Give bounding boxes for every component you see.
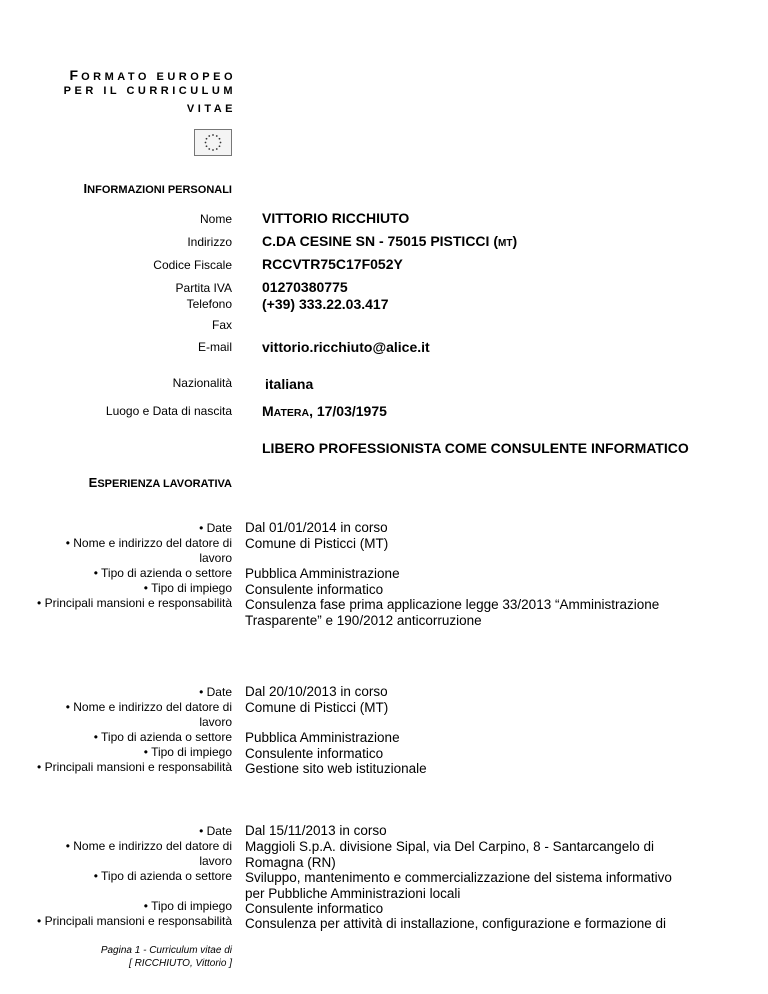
label-job: • Tipo di impiego	[143, 581, 232, 595]
label-nome: Nome	[199, 212, 232, 226]
section-personal-info: INFORMAZIONI PERSONALI	[83, 181, 232, 196]
label-date: • Date	[199, 685, 232, 699]
label-indirizzo: Indirizzo	[187, 235, 232, 249]
value-codice-fiscale: RCCVTR75C17F052Y	[262, 256, 403, 272]
job2-employer: Comune di Pisticci (MT)	[245, 700, 389, 715]
label-telefono: Telefono	[186, 297, 232, 311]
cv-title-line-3: VITAE	[186, 103, 236, 115]
page-footer	[101, 944, 232, 970]
label-sector: • Tipo di azienda o settore	[93, 730, 232, 744]
job3-labels	[37, 824, 232, 929]
profession: LIBERO PROFESSIONISTA COME CONSULENTE INFORMATICO	[262, 440, 689, 456]
label-sector: • Tipo di azienda o settore	[93, 566, 232, 580]
label-sector: • Tipo di azienda o settore	[93, 869, 232, 883]
flag-star	[219, 138, 221, 140]
flag-star	[206, 138, 208, 140]
label-fax: Fax	[211, 318, 232, 332]
label-date: • Date	[199, 521, 232, 535]
label-employer: • Nome e indirizzo del datore di	[65, 839, 232, 853]
label-partita-iva: Partita IVA	[175, 281, 232, 295]
job3-job: Consulente informatico	[245, 901, 384, 916]
job3-duties: Consulenza per attività di installazione, configurazione e formazione di	[245, 916, 666, 931]
job3-employer: Maggioli S.p.A. divisione Sipal, via Del Carpino, 8 - Santarcangelo di Romagna (RN)	[245, 839, 654, 870]
label-employer-cont: lavoro	[199, 715, 232, 729]
value-partita-iva: 01270380775	[262, 279, 348, 295]
value-nazionalita: italiana	[265, 376, 314, 392]
label-duties: • Principali mansioni e responsabilità	[37, 914, 232, 928]
label-duties: • Principali mansioni e responsabilità	[37, 760, 232, 774]
flag-star	[212, 149, 214, 151]
flag-star	[216, 135, 218, 137]
eu-flag-icon	[194, 129, 232, 156]
job1-duties: Consulenza fase prima applicazione legge 33/2013 “Amministrazione Trasparente” e 190/2012 anticorruzione	[245, 597, 660, 628]
job3-date: Dal 15/11/2013 in corso	[245, 823, 387, 838]
flag-star	[220, 142, 222, 144]
job1-job: Consulente informatico	[245, 582, 384, 597]
job2-job: Consulente informatico	[245, 746, 384, 761]
job1-date: Dal 01/01/2014 in corso	[245, 520, 388, 535]
job1-labels	[37, 521, 232, 611]
label-job: • Tipo di impiego	[143, 899, 232, 913]
flag-star	[206, 145, 208, 147]
flag-star	[208, 135, 210, 137]
flag-star	[219, 145, 221, 147]
value-indirizzo: C.DA CESINE SN - 75015 PISTICCI (MT)	[262, 233, 518, 249]
label-codice-fiscale: Codice Fiscale	[153, 258, 232, 272]
label-employer: • Nome e indirizzo del datore di	[65, 536, 232, 550]
footer-line-2: [ RICCHIUTO, Vittorio ]	[129, 958, 232, 969]
section-work-experience: ESPERIENZA LAVORATIVA	[88, 475, 232, 490]
job3-sector: Sviluppo, mantenimento e commercializzazione del sistema informativo per Pubbliche Amministrazioni locali	[245, 870, 672, 901]
footer-line-1: Pagina 1 - Curriculum vitae di	[100, 945, 232, 956]
label-employer-cont: lavoro	[199, 551, 232, 565]
value-luogo-data-nascita: MATERA, 17/03/1975	[262, 403, 387, 419]
label-date: • Date	[199, 824, 232, 838]
flag-star	[216, 148, 218, 150]
label-email: E-mail	[197, 340, 232, 354]
job2-date: Dal 20/10/2013 in corso	[245, 684, 388, 699]
cv-title-line-2: PER IL CURRICULUM	[63, 85, 236, 97]
job2-labels	[37, 685, 232, 775]
value-email: vittorio.ricchiuto@alice.it	[262, 339, 430, 355]
value-nome: VITTORIO RICCHIUTO	[262, 210, 410, 226]
label-employer: • Nome e indirizzo del datore di	[65, 700, 232, 714]
label-duties: • Principali mansioni e responsabilità	[37, 596, 232, 610]
job2-duties: Gestione sito web istituzionale	[245, 761, 427, 776]
label-luogo-data-nascita: Luogo e Data di nascita	[105, 404, 232, 418]
label-job: • Tipo di impiego	[143, 745, 232, 759]
cv-title-line-1: FORMATO EUROPEO	[69, 67, 236, 83]
flag-star	[205, 142, 207, 144]
job2-sector: Pubblica Amministrazione	[245, 730, 400, 745]
flag-star	[208, 148, 210, 150]
flag-star	[212, 134, 214, 136]
value-telefono: (+39) 333.22.03.417	[262, 296, 389, 312]
label-employer-cont: lavoro	[199, 854, 232, 868]
job1-sector: Pubblica Amministrazione	[245, 566, 400, 581]
label-nazionalita: Nazionalità	[172, 376, 232, 390]
job1-employer: Comune di Pisticci (MT)	[245, 536, 389, 551]
